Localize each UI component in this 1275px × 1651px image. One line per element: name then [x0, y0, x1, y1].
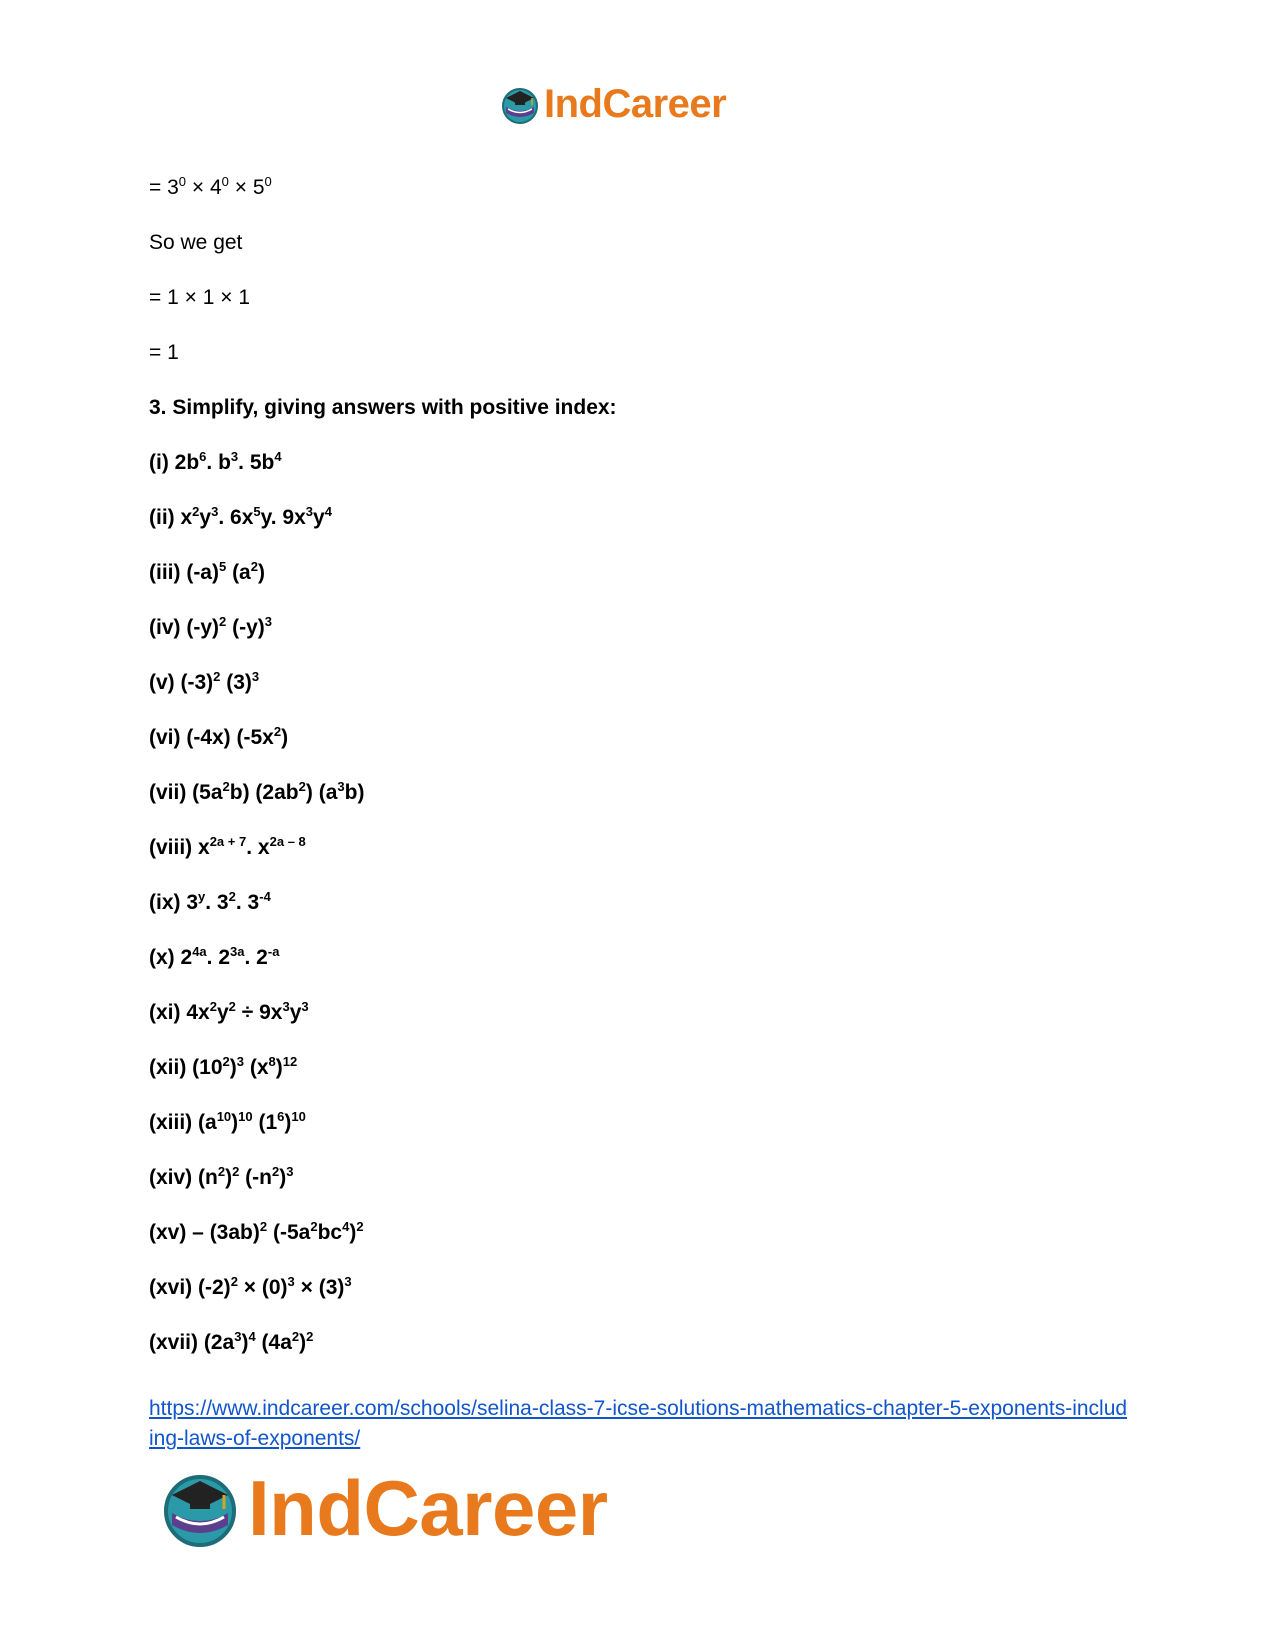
question-heading: 3. Simplify, giving answers with positive index:	[149, 396, 617, 419]
question-item-iii: (iii) $(-a)^5$ $(a^2)$	[149, 559, 265, 584]
text-line: So we get	[149, 231, 243, 254]
question-item-i: (i) $2b^6$. $b^3$. $5b^4$	[149, 449, 282, 474]
source-link[interactable]: https://www.indcareer.com/schools/selina-class-7-icse-solutions-mathematics-chapter-5-exponents-including-laws-of-exponents/	[149, 1397, 1128, 1450]
math-line: = 1	[149, 341, 179, 364]
math-line: = $3^0 \times 4^0 \times 5^0$	[149, 174, 272, 199]
question-item-vii: (vii) $(5a^2b)$ $(2ab^2)$ $(a^3b)$	[149, 779, 365, 804]
question-item-v: (v) $(-3)^2$ $(3)^3$	[149, 669, 260, 694]
question-item-xvii: (xvii) $(2a^3)^4$ $(4a^2)^2$	[149, 1329, 314, 1354]
header-logo	[500, 82, 726, 127]
question-item-ii: (ii) $x^2y^3$. $6x^5y$. $9x^3y^4$	[149, 504, 332, 529]
question-item-xiv: (xiv) $(n^2)^2$ $(-n^2)^3$	[149, 1164, 294, 1189]
question-item-xiii: (xiii) $(a^{10})^{10}$ $(1^6)^{10}$	[149, 1109, 306, 1134]
question-item-vi: (vi) (-4x) $(-5x^2)$	[149, 724, 289, 749]
question-item-xv: $(xv) - (3ab)^2$ $(-5a^2bc^4)^2$	[149, 1219, 364, 1244]
footer-logo	[160, 1463, 608, 1554]
graduation-cap-icon	[160, 1469, 240, 1549]
question-item-viii: (viii) $x^{2a + 7}$. $x^{2a - 8}$	[149, 834, 306, 859]
question-item-xii: (xii) $(10^2)^3$ $(x^8)^{12}$	[149, 1054, 298, 1079]
brand-name: IndCareer	[248, 1464, 608, 1552]
question-item-ix: (ix) 3$^y$. $3^2$. $3^{-4}$	[149, 889, 271, 914]
question-item-xvi: (xvi) $(-2)^2 \times (0)^3 \times (3)^3$	[149, 1274, 352, 1299]
question-item-x: (x) $2^{4a}$. $2^{3a}$. $2^{-a}$	[149, 944, 280, 969]
brand-name: IndCareer	[544, 82, 727, 126]
graduation-cap-icon	[500, 85, 540, 125]
question-item-iv: (iv) $(-y)^2$ $(-y)^3$	[149, 614, 272, 639]
question-item-xi: (xi) $4x^2y^2 \div 9x^3y^3$	[149, 999, 309, 1024]
math-line: = 1 × 1 × 1	[149, 286, 251, 309]
